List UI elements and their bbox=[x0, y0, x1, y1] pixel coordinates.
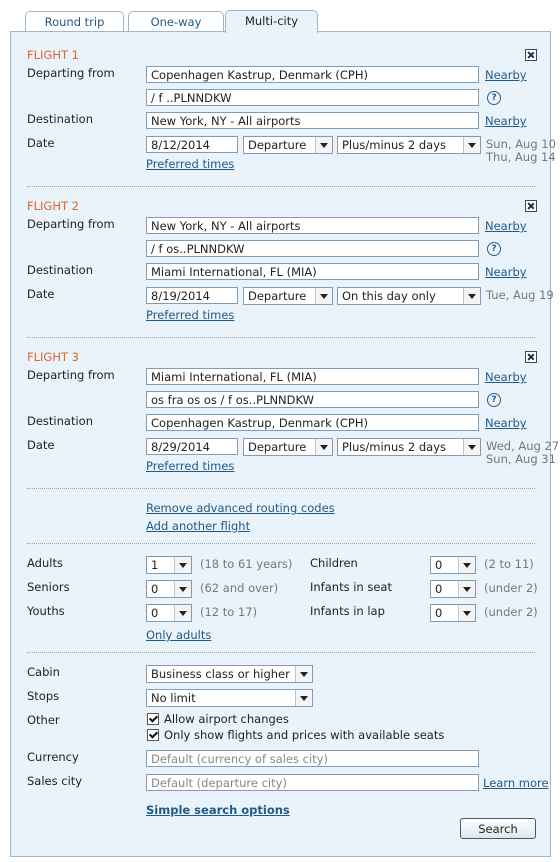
destination-label: Destination bbox=[27, 263, 93, 277]
close-flight-3-icon[interactable] bbox=[525, 351, 537, 363]
destination-label: Destination bbox=[27, 414, 93, 428]
stops-label: Stops bbox=[27, 689, 60, 703]
search-button[interactable]: Search bbox=[460, 818, 536, 839]
chevron-down-icon bbox=[458, 581, 475, 597]
chevron-down-icon bbox=[174, 605, 191, 621]
flight-1-preferred-times-link[interactable]: Preferred times bbox=[146, 157, 235, 171]
flight-1-title: FLIGHT 1 bbox=[27, 48, 79, 62]
departing-from-label: Departing from bbox=[27, 368, 115, 382]
date-label: Date bbox=[27, 136, 55, 150]
flight-2-destination-nearby-link[interactable]: Nearby bbox=[485, 265, 527, 279]
infants-lap-label: Infants in lap bbox=[310, 604, 385, 618]
flight-1-flex-select[interactable] bbox=[337, 136, 481, 154]
flight-2-date-range-start: Tue, Aug 19 bbox=[486, 288, 554, 302]
children-select[interactable] bbox=[430, 556, 476, 574]
chevron-down-icon bbox=[174, 581, 191, 597]
currency-input[interactable]: Default (currency of sales city) bbox=[146, 750, 479, 767]
divider bbox=[27, 652, 535, 653]
date-label: Date bbox=[27, 287, 55, 301]
help-icon[interactable]: ? bbox=[487, 393, 501, 407]
flight-1-destination-input[interactable]: New York, NY - All airports bbox=[146, 112, 479, 129]
flight-1-time-mode-value: Departure bbox=[248, 138, 307, 152]
allow-airport-changes-checkbox[interactable] bbox=[147, 713, 159, 725]
flight-3-destination-nearby-link[interactable]: Nearby bbox=[485, 416, 527, 430]
infants-seat-select[interactable] bbox=[430, 580, 476, 598]
flight-1-routing-input[interactable]: / f ..PLNNDKW bbox=[146, 89, 479, 106]
destination-label: Destination bbox=[27, 112, 93, 126]
adults-select[interactable] bbox=[146, 556, 192, 574]
flight-3-from-nearby-link[interactable]: Nearby bbox=[485, 370, 527, 384]
youths-value: 0 bbox=[151, 606, 159, 620]
close-flight-2-icon[interactable] bbox=[525, 200, 537, 212]
only-available-checkbox[interactable] bbox=[147, 729, 159, 741]
flight-2-flex-value: On this day only bbox=[342, 289, 436, 303]
flight-1-time-mode-select[interactable] bbox=[243, 136, 333, 154]
chevron-down-icon bbox=[463, 137, 480, 153]
chevron-down-icon bbox=[174, 557, 191, 573]
stops-select[interactable] bbox=[146, 689, 313, 707]
flight-1-from-input[interactable]: Copenhagen Kastrup, Denmark (CPH) bbox=[146, 66, 479, 83]
flight-3-time-mode-value: Departure bbox=[248, 440, 307, 454]
seniors-select[interactable] bbox=[146, 580, 192, 598]
tab-round-trip[interactable]: Round trip bbox=[25, 11, 124, 32]
cabin-select[interactable] bbox=[146, 665, 313, 683]
stops-value: No limit bbox=[151, 691, 196, 705]
tab-multi-city[interactable]: Multi-city bbox=[225, 10, 318, 33]
flight-3-date-range-end: Sun, Aug 31 bbox=[486, 452, 556, 466]
flight-2-time-mode-select[interactable] bbox=[243, 287, 333, 305]
cabin-value: Business class or higher bbox=[151, 667, 290, 681]
close-flight-1-icon[interactable] bbox=[525, 49, 537, 61]
learn-more-link[interactable]: Learn more bbox=[483, 776, 549, 790]
other-label: Other bbox=[27, 713, 60, 727]
sales-city-input[interactable]: Default (departure city) bbox=[146, 774, 479, 791]
infants-lap-select[interactable] bbox=[430, 604, 476, 622]
flight-3-date-range-start: Wed, Aug 27 bbox=[486, 439, 560, 453]
flight-2-time-mode-value: Departure bbox=[248, 289, 307, 303]
flight-2-from-nearby-link[interactable]: Nearby bbox=[485, 219, 527, 233]
infants-seat-note: (under 2) bbox=[484, 581, 538, 595]
flight-3-date-input[interactable]: 8/29/2014 bbox=[146, 438, 238, 455]
chevron-down-icon bbox=[295, 666, 312, 682]
flight-2-flex-select[interactable] bbox=[337, 287, 481, 305]
seniors-value: 0 bbox=[151, 582, 159, 596]
flight-3-preferred-times-link[interactable]: Preferred times bbox=[146, 459, 235, 473]
currency-label: Currency bbox=[27, 750, 79, 764]
divider bbox=[27, 337, 535, 338]
seniors-note: (62 and over) bbox=[200, 581, 279, 595]
chevron-down-icon bbox=[315, 288, 332, 304]
date-label: Date bbox=[27, 438, 55, 452]
flight-2-title: FLIGHT 2 bbox=[27, 199, 79, 213]
chevron-down-icon bbox=[463, 288, 480, 304]
remove-routing-codes-link[interactable]: Remove advanced routing codes bbox=[146, 501, 335, 515]
flight-1-date-range-end: Thu, Aug 14 bbox=[486, 150, 556, 164]
youths-label: Youths bbox=[27, 604, 65, 618]
flight-1-from-nearby-link[interactable]: Nearby bbox=[485, 68, 527, 82]
flight-3-flex-value: Plus/minus 2 days bbox=[342, 440, 447, 454]
add-another-flight-link[interactable]: Add another flight bbox=[146, 519, 251, 533]
only-adults-link[interactable]: Only adults bbox=[146, 628, 212, 642]
flight-2-destination-input[interactable]: Miami International, FL (MIA) bbox=[146, 263, 479, 280]
children-label: Children bbox=[310, 556, 358, 570]
chevron-down-icon bbox=[458, 557, 475, 573]
flight-1-date-input[interactable]: 8/12/2014 bbox=[146, 136, 238, 153]
flight-3-time-mode-select[interactable] bbox=[243, 438, 333, 456]
chevron-down-icon bbox=[315, 137, 332, 153]
flight-3-routing-input[interactable]: os fra os os / f os..PLNNDKW bbox=[146, 391, 479, 408]
adults-note: (18 to 61 years) bbox=[200, 557, 293, 571]
sales-city-label: Sales city bbox=[27, 774, 83, 788]
chevron-down-icon bbox=[458, 605, 475, 621]
flight-3-destination-input[interactable]: Copenhagen Kastrup, Denmark (CPH) bbox=[146, 414, 479, 431]
infants-seat-value: 0 bbox=[435, 582, 443, 596]
chevron-down-icon bbox=[315, 439, 332, 455]
cabin-label: Cabin bbox=[27, 665, 60, 679]
departing-from-label: Departing from bbox=[27, 217, 115, 231]
help-icon[interactable]: ? bbox=[487, 242, 501, 256]
tab-one-way[interactable]: One-way bbox=[128, 11, 224, 32]
divider bbox=[27, 186, 535, 187]
adults-value: 1 bbox=[151, 558, 159, 572]
flight-3-flex-select[interactable] bbox=[337, 438, 481, 456]
simple-search-options-link[interactable]: Simple search options bbox=[146, 803, 290, 817]
infants-lap-note: (under 2) bbox=[484, 605, 538, 619]
chevron-down-icon bbox=[463, 439, 480, 455]
divider bbox=[27, 543, 535, 544]
youths-select[interactable] bbox=[146, 604, 192, 622]
flight-1-date-range-start: Sun, Aug 10 bbox=[486, 137, 556, 151]
seniors-label: Seniors bbox=[27, 580, 70, 594]
only-available-label: Only show flights and prices with available seats bbox=[164, 728, 445, 742]
children-value: 0 bbox=[435, 558, 443, 572]
flight-2-preferred-times-link[interactable]: Preferred times bbox=[146, 308, 235, 322]
chevron-down-icon bbox=[295, 690, 312, 706]
adults-label: Adults bbox=[27, 556, 63, 570]
divider bbox=[27, 488, 535, 489]
multi-city-search-panel bbox=[10, 31, 560, 857]
children-note: (2 to 11) bbox=[484, 557, 534, 571]
departing-from-label: Departing from bbox=[27, 66, 115, 80]
help-icon[interactable]: ? bbox=[487, 91, 501, 105]
allow-airport-changes-label: Allow airport changes bbox=[164, 712, 289, 726]
infants-lap-value: 0 bbox=[435, 606, 443, 620]
youths-note: (12 to 17) bbox=[200, 605, 258, 619]
flight-1-flex-value: Plus/minus 2 days bbox=[342, 138, 447, 152]
flight-2-from-input[interactable]: New York, NY - All airports bbox=[146, 217, 479, 234]
flight-3-from-input[interactable]: Miami International, FL (MIA) bbox=[146, 368, 479, 385]
flight-3-title: FLIGHT 3 bbox=[27, 350, 79, 364]
infants-seat-label: Infants in seat bbox=[310, 580, 392, 594]
flight-2-routing-input[interactable]: / f os..PLNNDKW bbox=[146, 240, 479, 257]
flight-2-date-input[interactable]: 8/19/2014 bbox=[146, 287, 238, 304]
flight-1-destination-nearby-link[interactable]: Nearby bbox=[485, 114, 527, 128]
